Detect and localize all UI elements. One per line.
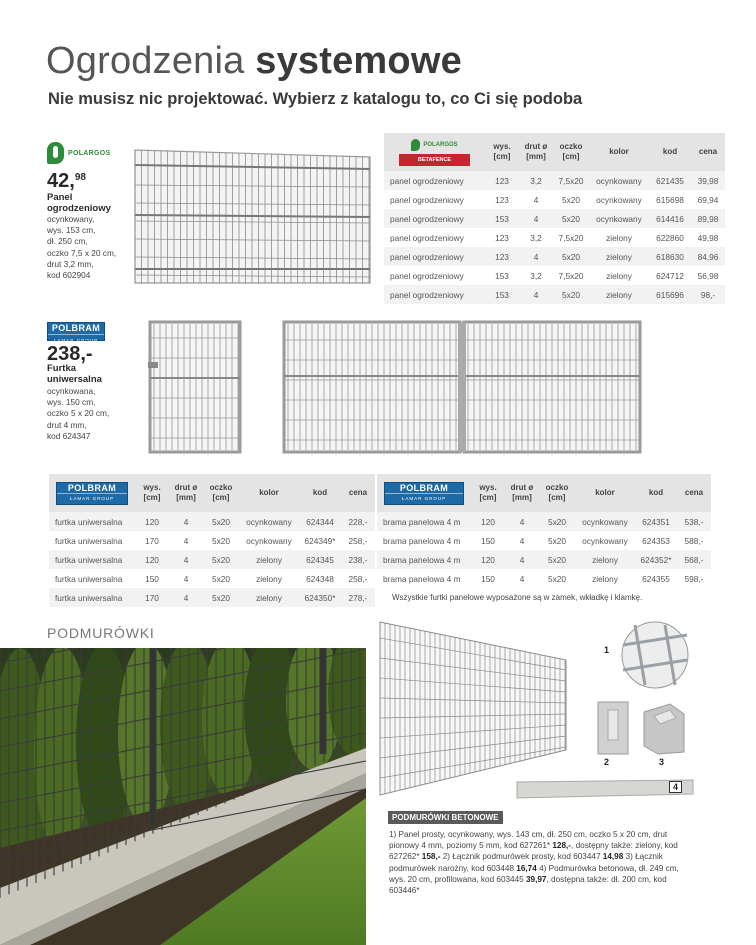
gate-table-row-cell: 4 — [169, 512, 203, 531]
panel-table-wrap — [384, 133, 725, 304]
panel-table-row-cell: 153 — [485, 285, 519, 304]
panel-table — [384, 133, 725, 304]
brama-note: Wszystkie furtki panelowe wyposażone są w zamek, wkładkę i klamkę. — [392, 593, 643, 602]
polargos-logo-text: POLARGOS — [68, 149, 111, 157]
panel-table-row-cell: 98,- — [691, 285, 725, 304]
gate-desc-line: oczko 5 x 20 cm, — [47, 408, 110, 419]
brama-table-row-cell: 4 — [519, 535, 525, 546]
page-title — [46, 40, 462, 83]
panel-table-row-cell: panel ogrodzeniowy — [384, 171, 485, 190]
gate-table-row-cell: furtka uniwersalna — [49, 588, 135, 607]
panel-desc-line: kod 602904 — [47, 270, 91, 281]
panel-table-row-cell: 5x20 — [553, 247, 589, 266]
gate-table-row-cell: 278,- — [341, 588, 375, 607]
panel-name-line1: Panel — [47, 192, 73, 203]
caption-text: 2) Łącznik podmurówek prosty, kod 603447 — [440, 852, 603, 862]
panel-table-row-cell: panel ogrodzeniowy — [390, 194, 464, 205]
brama-table-row-cell: 4 — [519, 573, 525, 584]
gate-table-row-cell: 4 — [183, 573, 189, 584]
gate-table-brand-sub: ŁAMAR GROUP — [57, 493, 127, 504]
panel-table-row-cell: panel ogrodzeniowy — [384, 247, 485, 266]
gate-table-row-cell: 4 — [169, 588, 203, 607]
panel-table-row-cell: 153 — [495, 270, 509, 281]
gate-th: drut ø [mm] — [169, 474, 203, 512]
panel-table-row-cell: ocynkowany — [596, 194, 642, 205]
brama-table — [377, 474, 711, 588]
brama-table-brand-cell — [377, 474, 471, 512]
panel-table-brand-cell — [384, 133, 485, 171]
brama-table-brand: POLBRAM — [399, 482, 449, 493]
panel-table-row-cell: panel ogrodzeniowy — [384, 285, 485, 304]
brama-table-row — [377, 531, 711, 550]
brama-table-row-cell: 120 — [471, 512, 505, 531]
concrete-plinth-image — [515, 778, 695, 800]
panel-table-row-cell: 615698 — [656, 194, 684, 205]
brama-th: wys. [cm] — [471, 474, 505, 512]
gate-table-row — [49, 512, 375, 531]
brama-table-row-cell: 5x20 — [548, 535, 566, 546]
gate-table-row-cell: 624344 — [299, 512, 341, 531]
panel-table-row-cell: zielony — [606, 232, 632, 243]
gate-description — [47, 386, 109, 442]
panel-table-row-cell: 615696 — [649, 285, 691, 304]
panel-table-row-cell: 3,2 — [530, 270, 542, 281]
brama-table-row-cell: 624351 — [635, 512, 677, 531]
gate-table-row-cell: ocynkowany — [239, 512, 299, 531]
panel-desc-line: oczko 7,5 x 20 cm, — [47, 247, 117, 258]
polargos-small-icon — [411, 139, 420, 151]
gate-name — [47, 363, 102, 385]
polbram-logo-sub: ŁAMAR GROUP — [48, 334, 104, 346]
caption-title: PODMURÓWKI BETONOWE — [388, 811, 503, 824]
gate-table-row — [49, 550, 375, 569]
caption-text: 4) Podmurówka betonowa, dł. 249 cm, wys. 20 cm, profilowana, kod 603445 — [389, 863, 679, 884]
caption-price: 14,98 — [602, 852, 624, 862]
brama-table-row-cell: brama panelowa 4 m — [383, 573, 461, 584]
panel-table-row — [384, 266, 725, 285]
brama-table-row — [377, 512, 711, 531]
panel-table-row-cell: 56,98 — [697, 270, 719, 281]
gate-table-row-cell: furtka uniwersalna — [55, 573, 123, 584]
straight-connector-image — [592, 698, 634, 758]
gate-table-row-cell: 150 — [145, 573, 159, 584]
panel-table-row-cell: panel ogrodzeniowy — [390, 270, 464, 281]
panel-table-row — [384, 190, 725, 209]
gate-desc-line: kod 624347 — [47, 430, 91, 441]
label-2: 2 — [604, 757, 610, 767]
brama-table-row-cell: ocynkowany — [575, 512, 635, 531]
panel-description — [47, 214, 116, 281]
panel-table-row-cell: 3,2 — [519, 171, 553, 190]
brama-th: cena — [677, 474, 711, 512]
brama-table-row-cell: 5x20 — [539, 512, 575, 531]
panel-table-row-cell: panel ogrodzeniowy — [384, 209, 485, 228]
panel-table-row-cell: 4 — [533, 194, 539, 205]
brama-table-row-cell: 5x20 — [548, 573, 566, 584]
panel-table-row-cell: 5x20 — [553, 285, 589, 304]
caption-text: , dostępny także: zielony, kod 627262* — [389, 841, 678, 862]
gate-table-brand: POLBRAM — [67, 482, 117, 493]
panel-table-row-cell: ocynkowany — [589, 209, 649, 228]
gate-table-row-cell: 624350* — [299, 588, 341, 607]
gate-th: wys. [cm] — [135, 474, 169, 512]
polbram-table-logo — [56, 482, 128, 505]
panel-th: oczko [cm] — [553, 133, 589, 171]
polbram-logo-text: POLBRAM — [51, 323, 101, 333]
gate-table-row-cell: 258,- — [348, 573, 368, 584]
panel-table-row-cell: 123 — [495, 232, 509, 243]
gate-table-row-cell: 258,- — [348, 535, 368, 546]
panel-table-row-cell: 3,2 — [530, 232, 542, 243]
panel-table-row-cell: panel ogrodzeniowy — [390, 232, 464, 243]
gate-table-row-cell: ocynkowany — [246, 535, 292, 546]
gate-table-row-cell: 4 — [169, 550, 203, 569]
panel-table-row — [384, 285, 725, 304]
gate-price-value: 238,- — [47, 343, 93, 365]
gate-table-wrap — [49, 474, 375, 607]
brama-table-row-cell: 624355 — [642, 573, 670, 584]
panel-table-row-cell: 7,5x20 — [558, 232, 584, 243]
gate-th: kolor — [239, 474, 299, 512]
straight-panel-image — [378, 620, 568, 800]
gate-th: oczko [cm] — [203, 474, 239, 512]
panel-table-row-cell: 7,5x20 — [553, 171, 589, 190]
caption-text: 3) Łącznik podmurówek narożny, kod 603448 — [389, 852, 663, 873]
brama-table-row — [377, 569, 711, 588]
panel-table-row-cell: 614416 — [649, 209, 691, 228]
brama-table-row-cell: 4 — [505, 550, 539, 569]
polbram-table-logo — [384, 482, 464, 505]
polargos-logo — [47, 142, 110, 164]
gate-desc-line: wys. 150 cm, — [47, 397, 96, 408]
gate-th: cena — [341, 474, 375, 512]
panel-table-row-cell: 123 — [485, 171, 519, 190]
caption-text: , dostępna także: dł. 200 cm, kod 603446* — [389, 874, 667, 896]
polargos-logo-icon — [47, 142, 64, 164]
title-bold: systemowe — [255, 40, 462, 82]
panel-table-row — [384, 209, 725, 228]
panel-desc-line: wys. 153 cm, — [47, 225, 96, 236]
panel-table-row-cell: zielony — [589, 247, 649, 266]
caption-price: 16,74 — [516, 863, 537, 873]
panel-table-row-cell: 5x20 — [562, 194, 580, 205]
brama-table-wrap — [377, 474, 711, 588]
panel-table-row-cell: 618630 — [649, 247, 691, 266]
brama-table-row-cell: 538,- — [677, 512, 711, 531]
label-1: 1 — [604, 645, 610, 655]
gate-table-row-cell: furtka uniwersalna — [49, 550, 135, 569]
gate-table-row — [49, 531, 375, 550]
gate-table-row-cell: 624349* — [304, 535, 336, 546]
brama-th: kolor — [575, 474, 635, 512]
panel-table-row-cell: 69,94 — [697, 194, 719, 205]
brama-table-row-cell: 150 — [481, 535, 495, 546]
gate-table-row-cell: zielony — [239, 588, 299, 607]
panel-table-row-cell: 123 — [485, 247, 519, 266]
brama-table-row-cell: brama panelowa 4 m — [383, 535, 461, 546]
panel-table-row-cell: 89,98 — [691, 209, 725, 228]
gate-name-line2: uniwersalna — [47, 374, 102, 385]
panel-table-row-cell: 7,5x20 — [558, 270, 584, 281]
brama-table-row-cell: 5x20 — [539, 550, 575, 569]
gate-th: kod — [299, 474, 341, 512]
brama-table-row-cell: 624352* — [635, 550, 677, 569]
label-4: 4 — [669, 781, 682, 793]
panel-table-row-cell: 5x20 — [553, 209, 589, 228]
gate-table — [49, 474, 375, 607]
gate-handle-icon — [148, 362, 158, 368]
gate-table-row-cell: zielony — [239, 550, 299, 569]
panel-name — [47, 192, 111, 214]
page-subtitle: Nie musisz nic projektować. Wybierz z katalogu to, co Ci się podoba — [48, 90, 583, 108]
panel-price-cents: 98 — [74, 172, 86, 183]
gate-table-row-cell: 228,- — [341, 512, 375, 531]
brama-table-row-cell: 150 — [481, 573, 495, 584]
caption-price: 158,- — [421, 852, 441, 862]
panel-table-row-cell: zielony — [606, 270, 632, 281]
polbram-logo — [47, 322, 105, 341]
gate-table-row-cell: furtka uniwersalna — [55, 535, 123, 546]
brama-table-row-cell: ocynkowany — [582, 535, 628, 546]
gate-table-row-cell: 5x20 — [203, 512, 239, 531]
panel-name-line2: ogrodzeniowy — [47, 203, 111, 214]
brama-table-brand-sub: ŁAMAR GROUP — [385, 493, 463, 504]
title-light: Ogrodzenia — [46, 40, 245, 82]
section-title: PODMURÓWKI — [47, 625, 155, 641]
gate-table-row — [49, 588, 375, 607]
gate-table-row-cell: 120 — [135, 512, 169, 531]
gate-table-brand-cell — [49, 474, 135, 512]
gate-table-row-cell: zielony — [256, 573, 282, 584]
panel-desc-line: drut 3,2 mm, — [47, 258, 94, 269]
brama-table-row-cell: 624353 — [642, 535, 670, 546]
panel-table-row-cell: 4 — [519, 247, 553, 266]
panel-price-main: 42, — [47, 170, 75, 192]
brama-th: kod — [635, 474, 677, 512]
panel-table-row-cell: 622860 — [656, 232, 684, 243]
gate-table-row-cell: 5x20 — [212, 573, 230, 584]
fence-panel-image — [130, 145, 375, 290]
wire-detail-image — [620, 620, 690, 690]
brama-th: drut ø [mm] — [505, 474, 539, 512]
brama-table-row-cell: 598,- — [684, 573, 704, 584]
gate-image — [146, 318, 246, 458]
caption-price: 128,- — [552, 841, 572, 851]
brama-table-row — [377, 550, 711, 569]
gate-table-row-cell: 4 — [183, 535, 189, 546]
panel-price — [47, 170, 86, 193]
panel-table-brand2: BETAFENCE — [399, 154, 470, 166]
gate-table-row — [49, 569, 375, 588]
double-gate-image — [278, 318, 650, 458]
caption-price: 39,97 — [526, 874, 547, 884]
corner-connector-image — [640, 700, 688, 756]
panel-desc-line: dł. 250 cm, — [47, 236, 88, 247]
brama-th: oczko [cm] — [539, 474, 575, 512]
panel-table-row-cell: ocynkowany — [589, 171, 649, 190]
brama-table-row-cell: 120 — [471, 550, 505, 569]
panel-table-row-cell: 621435 — [649, 171, 691, 190]
panel-table-row — [384, 247, 725, 266]
panel-table-row-cell: 84,96 — [691, 247, 725, 266]
caption-text: 1) Panel prosty, ocynkowany, wys. 143 cm, dł. 250 cm, oczko 5 x 20 cm, drut pionowy 4 mm, poziomy 5 mm, kod 627261* — [389, 830, 668, 851]
panel-table-row — [384, 171, 725, 190]
gate-table-row-cell: 624345 — [299, 550, 341, 569]
gate-table-row-cell: 5x20 — [212, 535, 230, 546]
label-3: 3 — [659, 757, 665, 767]
gate-desc-line: ocynkowana, — [47, 386, 96, 396]
brama-table-row-cell: brama panelowa 4 m — [377, 512, 471, 531]
panel-table-row-cell: zielony — [589, 285, 649, 304]
gate-table-row-cell: furtka uniwersalna — [49, 512, 135, 531]
brama-table-row-cell: 4 — [505, 512, 539, 531]
panel-th: drut ø [mm] — [519, 133, 553, 171]
panel-th: kolor — [589, 133, 649, 171]
panel-desc-line: ocynkowany, — [47, 214, 95, 224]
podmurowki-caption — [389, 829, 689, 896]
gate-table-row-cell: 120 — [135, 550, 169, 569]
panel-table-row-cell: 4 — [519, 209, 553, 228]
gate-table-row-cell: 5x20 — [203, 588, 239, 607]
panel-th: kod — [649, 133, 691, 171]
panel-table-row-cell: 4 — [519, 285, 553, 304]
brama-table-row-cell: 568,- — [677, 550, 711, 569]
brama-table-row-cell: 588,- — [684, 535, 704, 546]
gate-table-row-cell: 170 — [135, 588, 169, 607]
brama-table-row-cell: brama panelowa 4 m — [377, 550, 471, 569]
panel-th: cena — [691, 133, 725, 171]
gate-name-line1: Furtka — [47, 363, 77, 374]
panel-table-row-cell: 123 — [495, 194, 509, 205]
brama-table-row-cell: zielony — [575, 550, 635, 569]
gate-desc-line: drut 4 mm, — [47, 419, 87, 430]
panel-table-row — [384, 228, 725, 247]
gate-table-row-cell: 170 — [145, 535, 159, 546]
gate-table-row-cell: 5x20 — [203, 550, 239, 569]
panel-table-row-cell: 153 — [485, 209, 519, 228]
panel-table-row-cell: 49,98 — [697, 232, 719, 243]
gate-table-row-cell: 238,- — [341, 550, 375, 569]
panel-table-row-cell: 624712 — [656, 270, 684, 281]
garden-fence-photo — [0, 648, 366, 945]
panel-th: wys. [cm] — [485, 133, 519, 171]
brama-table-row-cell: zielony — [592, 573, 618, 584]
gate-table-row-cell: 624348 — [306, 573, 334, 584]
panel-table-brand1: POLARGOS — [423, 141, 458, 148]
panel-table-row-cell: 39,98 — [691, 171, 725, 190]
